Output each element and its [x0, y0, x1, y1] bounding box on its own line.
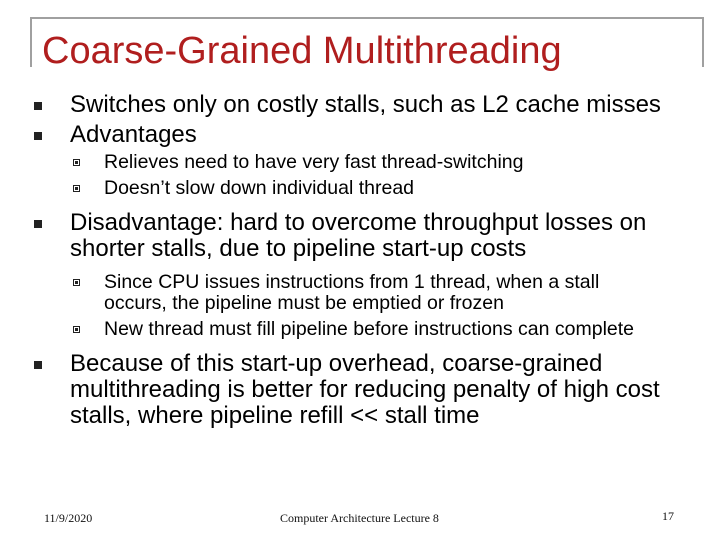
hollow-square-bullet-icon — [73, 159, 80, 166]
sub-bullet-text: Relieves need to have very fast thread-switching — [104, 151, 524, 173]
bullet-item — [0, 122, 670, 148]
bullet-item — [0, 351, 670, 429]
sub-bullet-item — [0, 152, 664, 173]
bullet-item — [0, 92, 670, 118]
slide-title: Coarse-Grained Multithreading — [42, 30, 562, 72]
sub-bullet-text: New thread must fill pipeline before instructions can complete — [104, 318, 635, 340]
footer-course: Computer Architecture Lecture 8 — [280, 511, 439, 525]
square-bullet-icon — [34, 361, 42, 369]
bullet-item — [0, 210, 670, 262]
hollow-square-bullet-icon — [73, 326, 80, 333]
sub-bullet-item — [0, 178, 664, 199]
title-frame-right — [702, 17, 704, 67]
sub-bullet-item — [0, 319, 664, 340]
title-frame-top — [30, 17, 704, 19]
bullet-text: Advantages — [70, 121, 197, 148]
square-bullet-icon — [34, 102, 42, 110]
sub-bullet-text: Since CPU issues instructions from 1 thread, when a stall occurs, the pipeline must be emptied or frozen — [104, 271, 600, 314]
title-frame-left — [30, 17, 32, 67]
bullet-text: Switches only on costly stalls, such as L2 cache misses — [70, 91, 661, 118]
square-bullet-icon — [34, 132, 42, 140]
sub-bullet-text: Doesn’t slow down individual thread — [104, 177, 415, 199]
bullet-list — [0, 92, 720, 433]
hollow-square-bullet-icon — [73, 279, 80, 286]
bullet-text: Disadvantage: hard to overcome throughput losses on shorter stalls, due to pipeline start-up costs — [70, 209, 647, 262]
square-bullet-icon — [34, 220, 42, 228]
page-number: 17 — [662, 509, 674, 523]
footer-date: 11/9/2020 — [44, 511, 93, 525]
bullet-text: Because of this start-up overhead, coarse-grained multithreading is better for reducing penalty of high cost stalls, where pipeline refill << stall time — [70, 350, 660, 429]
sub-bullet-item — [0, 272, 664, 314]
hollow-square-bullet-icon — [73, 185, 80, 192]
